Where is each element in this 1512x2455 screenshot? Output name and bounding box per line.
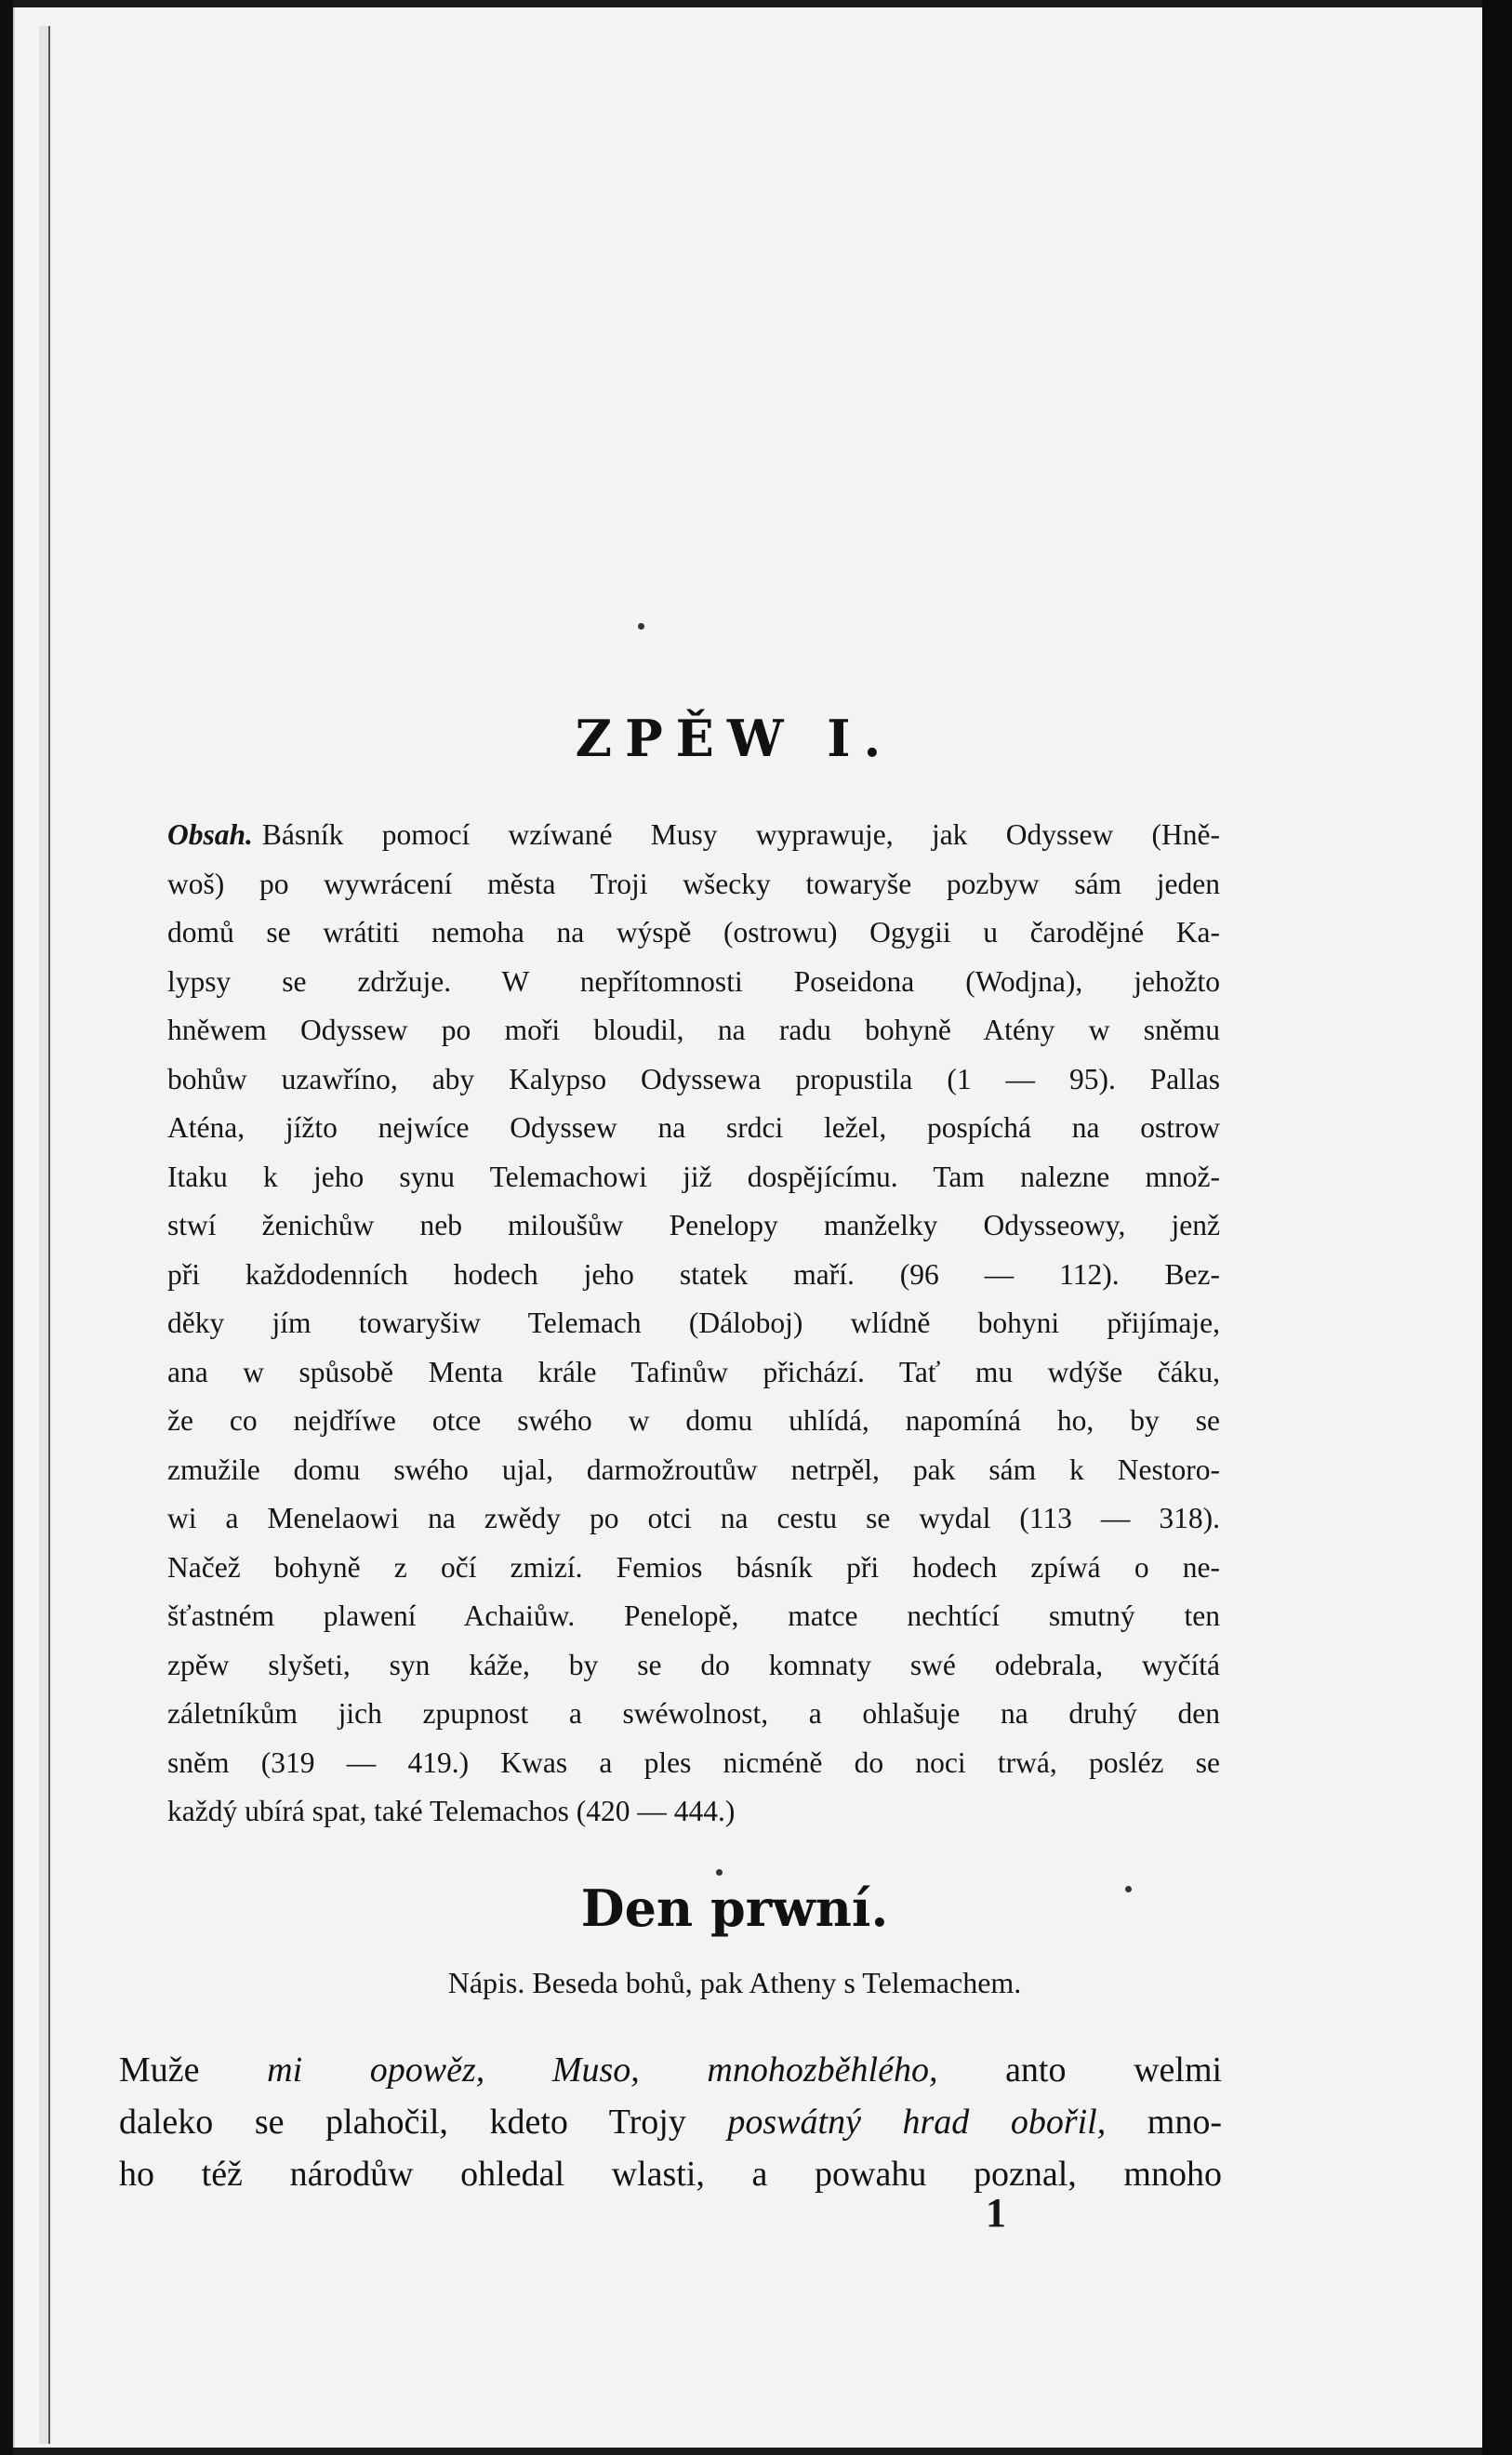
chapter-summary — [167, 811, 1220, 1837]
section-subtitle: Nápis. Beseda bohů, pak Atheny s Telemachem. — [447, 1966, 1022, 1999]
summary-line: Obsah. Básník pomocí wzíwané Musy wyprawuje, jak Odyssew (Hně- — [167, 818, 1220, 851]
poem-text — [119, 2044, 1222, 2200]
summary-line: při každodenních hodech jeho statek maří. (96 — 112). Bez- — [167, 1257, 1220, 1291]
summary-line: sněm (319 — 419.) Kwas a ples nicméně do noci trwá, posléz se — [167, 1745, 1220, 1779]
page-gutter — [39, 26, 50, 2444]
summary-line: wi a Menelaowi na zwědy po otci na cestu se wydal (113 — 318). — [167, 1502, 1220, 1534]
summary-line: Itaku k jeho synu Telemachowi již dospějícímu. Tam nalezne množ- — [167, 1160, 1220, 1193]
summary-line: domů se wrátiti nemoha na wýspě (ostrowu) Ogygii u čarodějné Ka- — [167, 916, 1220, 949]
summary-line: Aténa, jížto nejwíce Odyssew na srdci ležel, pospíchá na ostrow — [167, 1111, 1220, 1144]
summary-line: šťastném plawení Achaiůw. Penelopě, matce nechtící smutný ten — [167, 1599, 1220, 1632]
summary-line: Načež bohyně z očí zmizí. Femios básník při hodech zpíwá o ne- — [167, 1550, 1220, 1584]
summary-line: zmužile domu swého ujal, darmožroutůw netrpěl, pak sám k Nestoro- — [167, 1453, 1220, 1486]
summary-line: hněwem Odyssew po moři bloudil, na radu bohyně Atény w sněmu — [167, 1014, 1220, 1046]
poem-line: Muže mi opowěz, Muso, mnohozběhlého, anto welmi — [119, 2050, 1223, 2090]
chapter-title: ZPĚW I. — [575, 709, 895, 768]
poem-line: daleko se plahočil, kdeto Trojy poswátný hrad obořil, mno- — [119, 2103, 1223, 2142]
summary-line: stwí ženichůw neb miloušůw Penelopy manželky Odysseowy, jenž — [167, 1209, 1220, 1241]
summary-lead: Obsah. — [167, 818, 253, 851]
summary-line: že co nejdříwe otce swého w domu uhlídá, napomíná ho, by se — [167, 1404, 1220, 1437]
summary-line: každý ubírá spat, také Telemachos (420 — 444.) — [167, 1795, 736, 1827]
scan-border-left — [0, 0, 13, 2455]
section-heading: Den prwní. — [580, 1878, 889, 1938]
summary-line: děky jím towaryšiw Telemach (Dáloboj) wlídně bohyni přijímaje, — [167, 1307, 1220, 1339]
summary-line: bohůw uzawříno, aby Kalypso Odyssewa propustila (1 — 95). Pallas — [167, 1062, 1220, 1095]
poem-line: ho též národůw ohledal wlasti, a powahu poznal, mnoho — [119, 2155, 1222, 2194]
summary-line: ana w spůsobě Menta krále Tafinůw přichází. Tať mu wdýše čáku, — [167, 1355, 1220, 1388]
summary-line: záletníkům jich zpupnost a swéwolnost, a ohlašuje na druhý den — [167, 1697, 1220, 1730]
summary-line: woš) po wywrácení města Troji wšecky towaryše pozbyw sám jeden — [167, 867, 1220, 900]
ink-speck — [638, 623, 644, 630]
summary-line: zpěw slyšeti, syn káže, by se do komnaty swé odebrala, wyčítá — [167, 1648, 1220, 1681]
ink-speck — [716, 1869, 723, 1876]
ink-speck — [1125, 1886, 1132, 1892]
signature-mark: 1 — [986, 2190, 1006, 2236]
scan-border-right — [1482, 0, 1512, 2455]
summary-line: lypsy se zdržuje. W nepřítomnosti Poseidona (Wodjna), jehožto — [167, 964, 1220, 998]
